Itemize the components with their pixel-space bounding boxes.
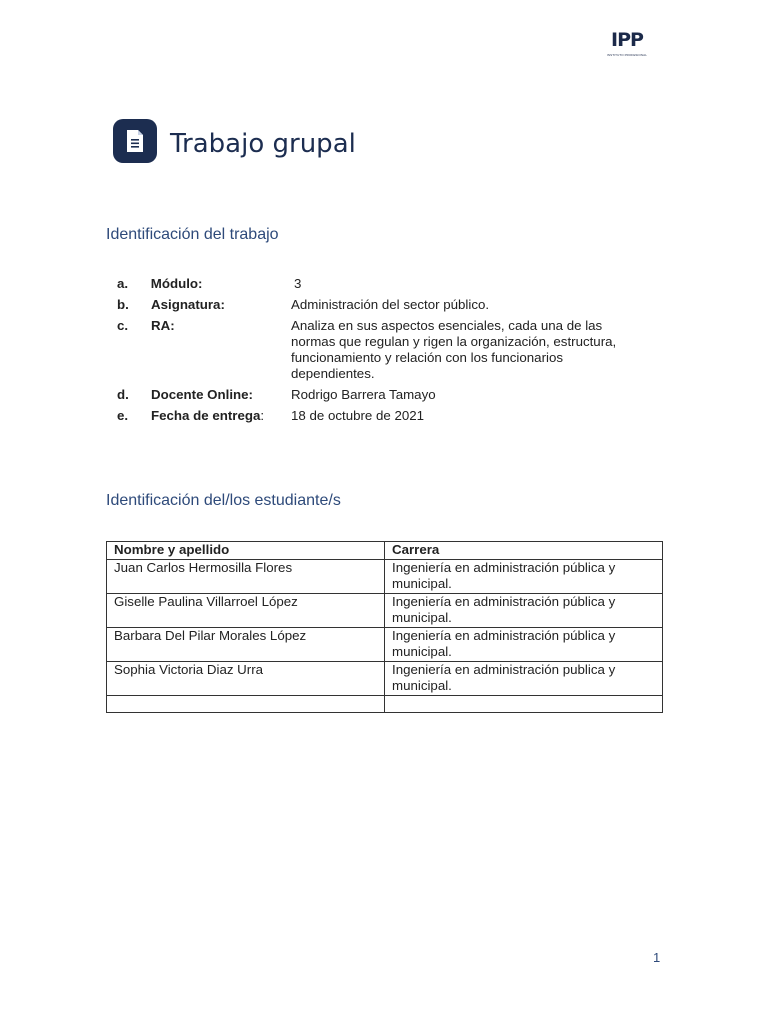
page-title: Trabajo grupal	[170, 129, 356, 159]
info-row-ra	[117, 318, 637, 382]
work-info-list	[117, 276, 637, 429]
ipp-logo	[603, 31, 651, 57]
info-value: Rodrigo Barrera Tamayo	[291, 387, 436, 402]
student-name: Barbara Del Pilar Morales López	[107, 628, 385, 662]
info-letter: e.	[117, 408, 129, 423]
info-row-docente	[117, 387, 637, 403]
info-letter: b.	[117, 297, 129, 312]
info-value: 18 de octubre de 2021	[291, 408, 425, 423]
logo-text: IPP	[611, 29, 643, 51]
info-label: Docente Online:	[151, 387, 253, 402]
students-section-heading: Identificación del/los estudiante/s	[106, 492, 341, 509]
table-row	[107, 628, 663, 662]
students-table	[106, 541, 663, 713]
work-section-heading: Identificación del trabajo	[106, 226, 279, 243]
student-career	[385, 696, 663, 713]
logo-subtext: INSTITUTO PROFESIONAL	[606, 53, 648, 57]
info-label-text: Fecha de entrega	[151, 408, 261, 423]
info-value: Analiza en sus aspectos esenciales, cada una de las normas que regulan y rigen la organización, estructura, funcionamiento y relación con los funcionarios dependientes.	[291, 318, 617, 381]
info-letter: d.	[117, 387, 129, 402]
student-career: Ingeniería en administración pública y municipal.	[385, 628, 663, 662]
table-row	[107, 560, 663, 594]
student-career: Ingeniería en administración pública y municipal.	[385, 594, 663, 628]
info-row-modulo	[117, 276, 637, 292]
student-name	[107, 696, 385, 713]
column-header-name: Nombre y apellido	[107, 542, 385, 560]
info-value: Administración del sector público.	[291, 297, 490, 312]
table-header-row	[107, 542, 663, 560]
info-row-fecha	[117, 408, 637, 424]
info-row-asignatura	[117, 297, 637, 313]
info-value: 3	[293, 276, 302, 291]
info-label: Módulo:	[150, 276, 203, 291]
student-name: Giselle Paulina Villarroel López	[107, 594, 385, 628]
info-letter: a.	[117, 276, 129, 291]
column-header-career: Carrera	[385, 542, 663, 560]
info-label: RA:	[151, 318, 175, 333]
student-career: Ingeniería en administración pública y municipal.	[385, 560, 663, 594]
info-label	[151, 408, 291, 424]
document-icon	[113, 119, 157, 163]
table-row-empty	[107, 696, 663, 713]
student-name: Juan Carlos Hermosilla Flores	[107, 560, 385, 594]
table-row	[107, 662, 663, 696]
info-letter: c.	[117, 318, 129, 333]
student-name: Sophia Victoria Diaz Urra	[107, 662, 385, 696]
info-label: Asignatura:	[151, 297, 225, 312]
table-row	[107, 594, 663, 628]
page-number: 1	[653, 950, 661, 965]
info-label-colon: :	[260, 408, 265, 423]
student-career: Ingeniería en administración publica y municipal.	[385, 662, 663, 696]
